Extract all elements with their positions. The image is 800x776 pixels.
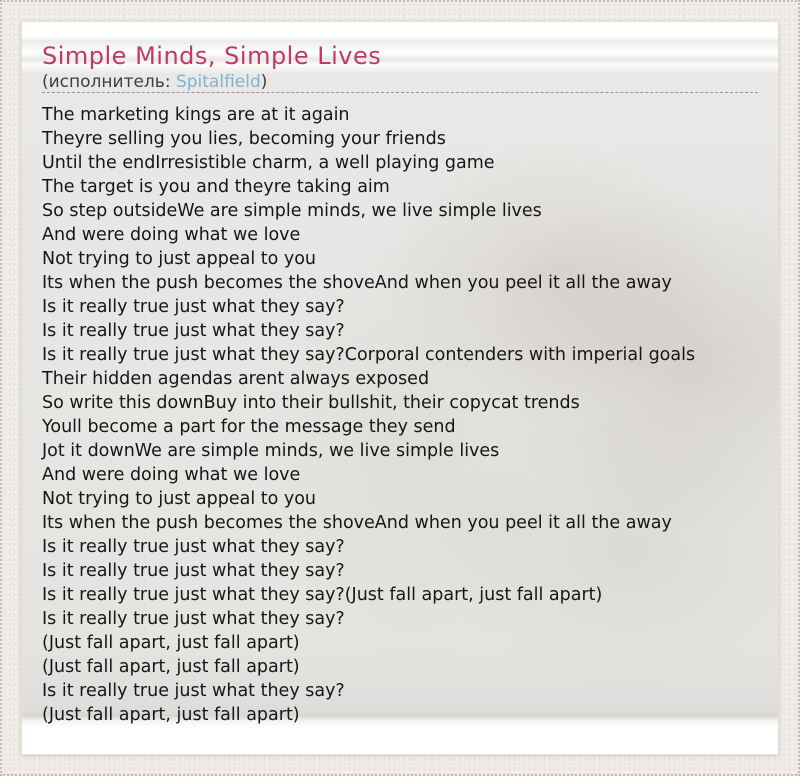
song-title: Simple Minds, Simple Lives [42, 42, 382, 70]
lyric-line: (Just fall apart, just fall apart) [42, 633, 300, 653]
lyric-line: Its when the push becomes the shoveAnd when you peel it all the away [42, 513, 672, 533]
lyric-line: And were doing what we love [42, 225, 301, 245]
lyric-line: Is it really true just what they say? [42, 609, 345, 629]
lyric-line: So write this downBuy into their bullshit, their copycat trends [42, 393, 580, 413]
lyric-line: Is it really true just what they say?(Just fall apart, just fall apart) [42, 585, 603, 605]
lyric-line: Its when the push becomes the shoveAnd when you peel it all the away [42, 273, 672, 293]
lyric-line: Is it really true just what they say?Corporal contenders with imperial goals [42, 345, 696, 365]
lyrics-card [21, 21, 779, 755]
lyric-line: The marketing kings are at it again [42, 105, 350, 125]
lyrics-text [42, 103, 758, 727]
lyric-line: Is it really true just what they say? [42, 537, 345, 557]
lyric-line: Youll become a part for the message they send [42, 417, 456, 437]
lyric-line: Is it really true just what they say? [42, 681, 345, 701]
lyric-line: The target is you and theyre taking aim [42, 177, 390, 197]
artist-link[interactable]: Spitalfield [175, 72, 261, 92]
artist-line [42, 70, 758, 93]
lyric-line: (Just fall apart, just fall apart) [42, 705, 300, 725]
lyric-line: And were doing what we love [42, 465, 301, 485]
lyric-line: Until the endIrresistible charm, a well playing game [42, 153, 495, 173]
lyric-line: Not trying to just appeal to you [42, 489, 317, 509]
lyric-line: Jot it downWe are simple minds, we live simple lives [42, 441, 500, 461]
artist-label-suffix: ) [260, 72, 268, 92]
lyric-line: Theyre selling you lies, becoming your friends [42, 129, 446, 149]
lyric-line: So step outsideWe are simple minds, we live simple lives [42, 201, 542, 221]
lyric-line: Their hidden agendas arent always exposed [42, 369, 430, 389]
lyric-line: Not trying to just appeal to you [42, 249, 317, 269]
lyric-line: Is it really true just what they say? [42, 297, 345, 317]
artist-label-prefix: (исполнитель: [42, 72, 176, 92]
lyric-line: (Just fall apart, just fall apart) [42, 657, 300, 677]
lyric-line: Is it really true just what they say? [42, 321, 345, 341]
lyric-line: Is it really true just what they say? [42, 561, 345, 581]
